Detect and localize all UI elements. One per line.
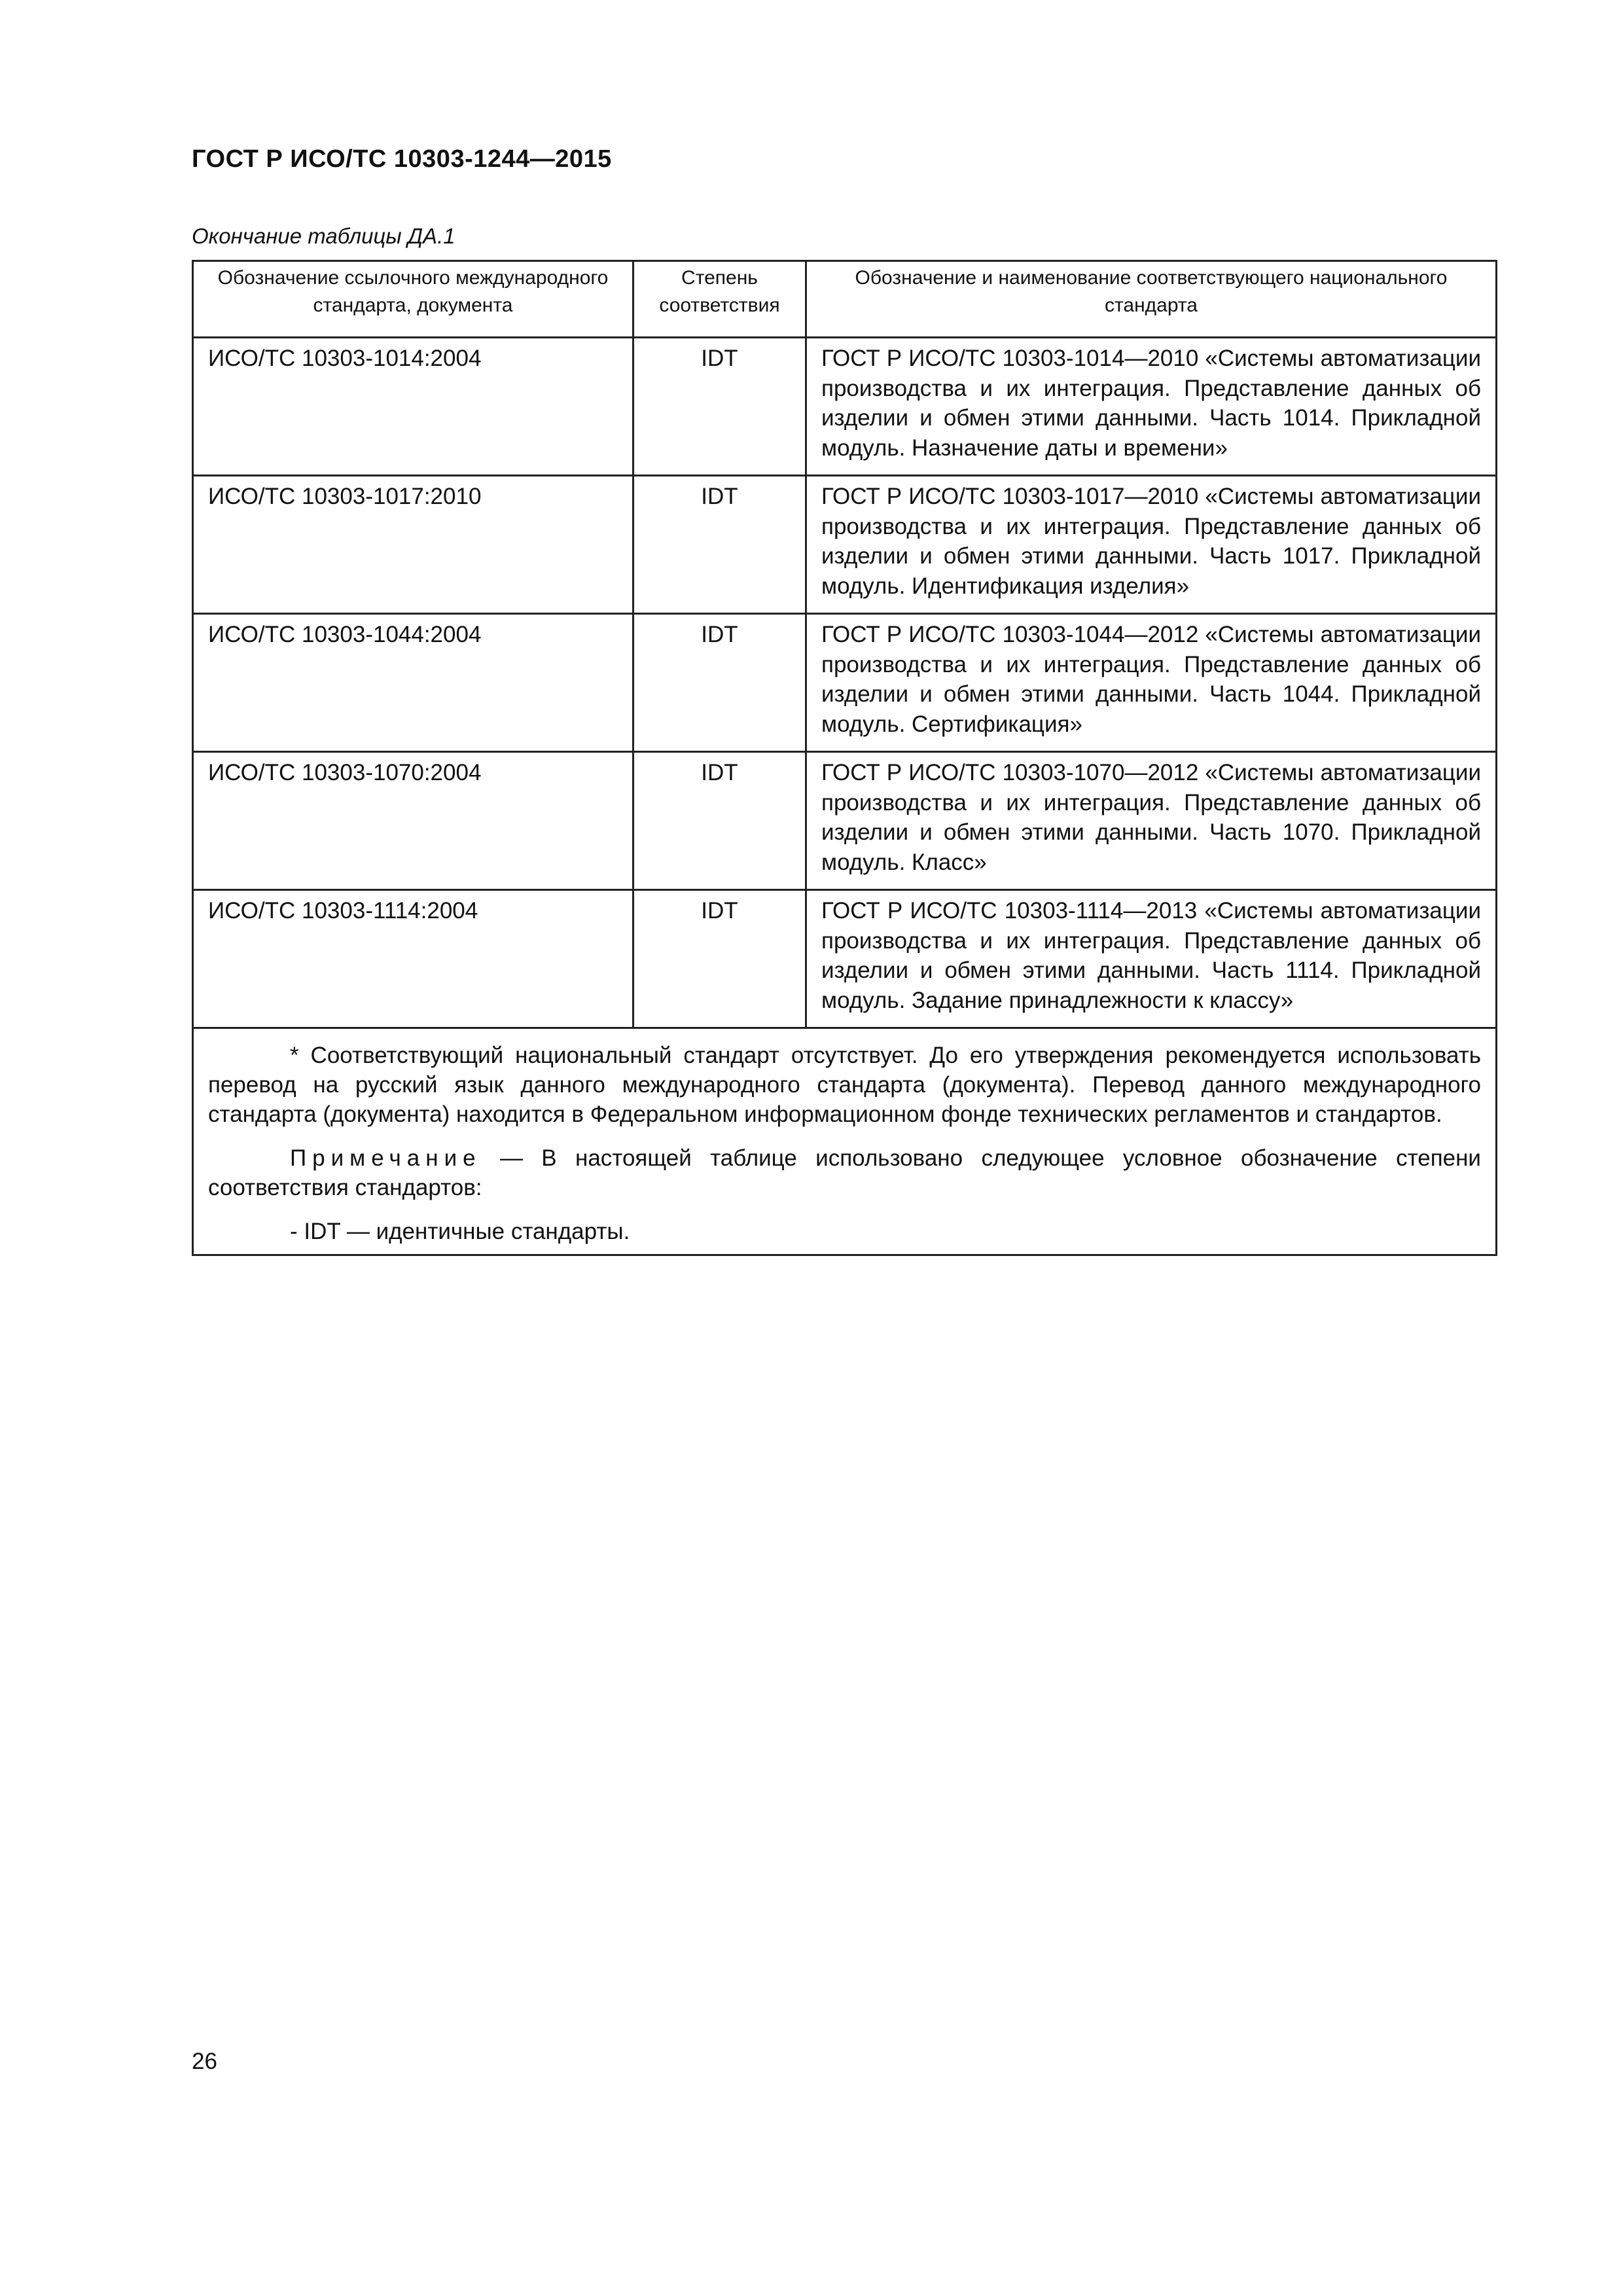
- degree-cell: IDT: [633, 476, 806, 614]
- table-header-row: [193, 261, 1497, 338]
- standards-table: [192, 260, 1497, 1256]
- column-header-degree: Степень соответствия: [633, 261, 806, 338]
- reference-cell: ИСО/ТС 10303-1017:2010: [193, 476, 633, 614]
- table-row: [193, 890, 1497, 1028]
- table-row: [193, 338, 1497, 476]
- reference-cell: ИСО/ТС 10303-1014:2004: [193, 338, 633, 476]
- note-label: Примечание: [290, 1145, 482, 1171]
- degree-cell: IDT: [633, 338, 806, 476]
- table-row: [193, 476, 1497, 614]
- national-standard-cell: ГОСТ Р ИСО/ТС 10303-1114—2013 «Системы автоматизации производства и их интеграция. Представление данных об изделии и обмен этими данными. Часть 1114. Прикладной модуль. Задание принадлежности к классу»: [806, 890, 1497, 1028]
- table-caption: Окончание таблицы ДА.1: [192, 224, 455, 248]
- degree-cell: IDT: [633, 752, 806, 890]
- table-footer: [193, 1028, 1497, 1255]
- note-text: — В настоящей таблице использовано следующее условное обозначение степени соответствия стандартов:: [208, 1145, 1481, 1200]
- note-paragraph: [208, 1143, 1481, 1202]
- page-number: 26: [192, 2049, 217, 2074]
- national-standard-cell: ГОСТ Р ИСО/ТС 10303-1070—2012 «Системы автоматизации производства и их интеграция. Представление данных об изделии и обмен этими данными. Часть 1070. Прикладной модуль. Класс»: [806, 752, 1497, 890]
- degree-cell: IDT: [633, 614, 806, 752]
- column-header-national: Обозначение и наименование соответствующего национального стандарта: [806, 261, 1497, 338]
- reference-cell: ИСО/ТС 10303-1044:2004: [193, 614, 633, 752]
- table-row: [193, 752, 1497, 890]
- national-standard-cell: ГОСТ Р ИСО/ТС 10303-1044—2012 «Системы автоматизации производства и их интеграция. Представление данных об изделии и обмен этими данными. Часть 1044. Прикладной модуль. Сертификация»: [806, 614, 1497, 752]
- table-footer-row: [193, 1028, 1497, 1255]
- document-header: ГОСТ Р ИСО/ТС 10303-1244—2015: [192, 145, 612, 173]
- degree-cell: IDT: [633, 890, 806, 1028]
- national-standard-cell: ГОСТ Р ИСО/ТС 10303-1017—2010 «Системы автоматизации производства и их интеграция. Представление данных об изделии и обмен этими данными. Часть 1017. Прикладной модуль. Идентификация изделия»: [806, 476, 1497, 614]
- table-row: [193, 614, 1497, 752]
- footnote-text: * Соответствующий национальный стандарт отсутствует. До его утверждения рекомендуется использовать перевод на русский язык данного международного стандарта (документа). Перевод данного международного стандарта (документа) находится в Федеральном информационном фонде технических регламентов и стандартов.: [208, 1043, 1481, 1127]
- reference-cell: ИСО/ТС 10303-1114:2004: [193, 890, 633, 1028]
- legend-item: - IDT — идентичные стандарты.: [290, 1219, 630, 1244]
- reference-cell: ИСО/ТС 10303-1070:2004: [193, 752, 633, 890]
- national-standard-cell: ГОСТ Р ИСО/ТС 10303-1014—2010 «Системы автоматизации производства и их интеграция. Представление данных об изделии и обмен этими данными. Часть 1014. Прикладной модуль. Назначение даты и времени»: [806, 338, 1497, 476]
- column-header-reference: Обозначение ссылочного международного стандарта, документа: [193, 261, 633, 338]
